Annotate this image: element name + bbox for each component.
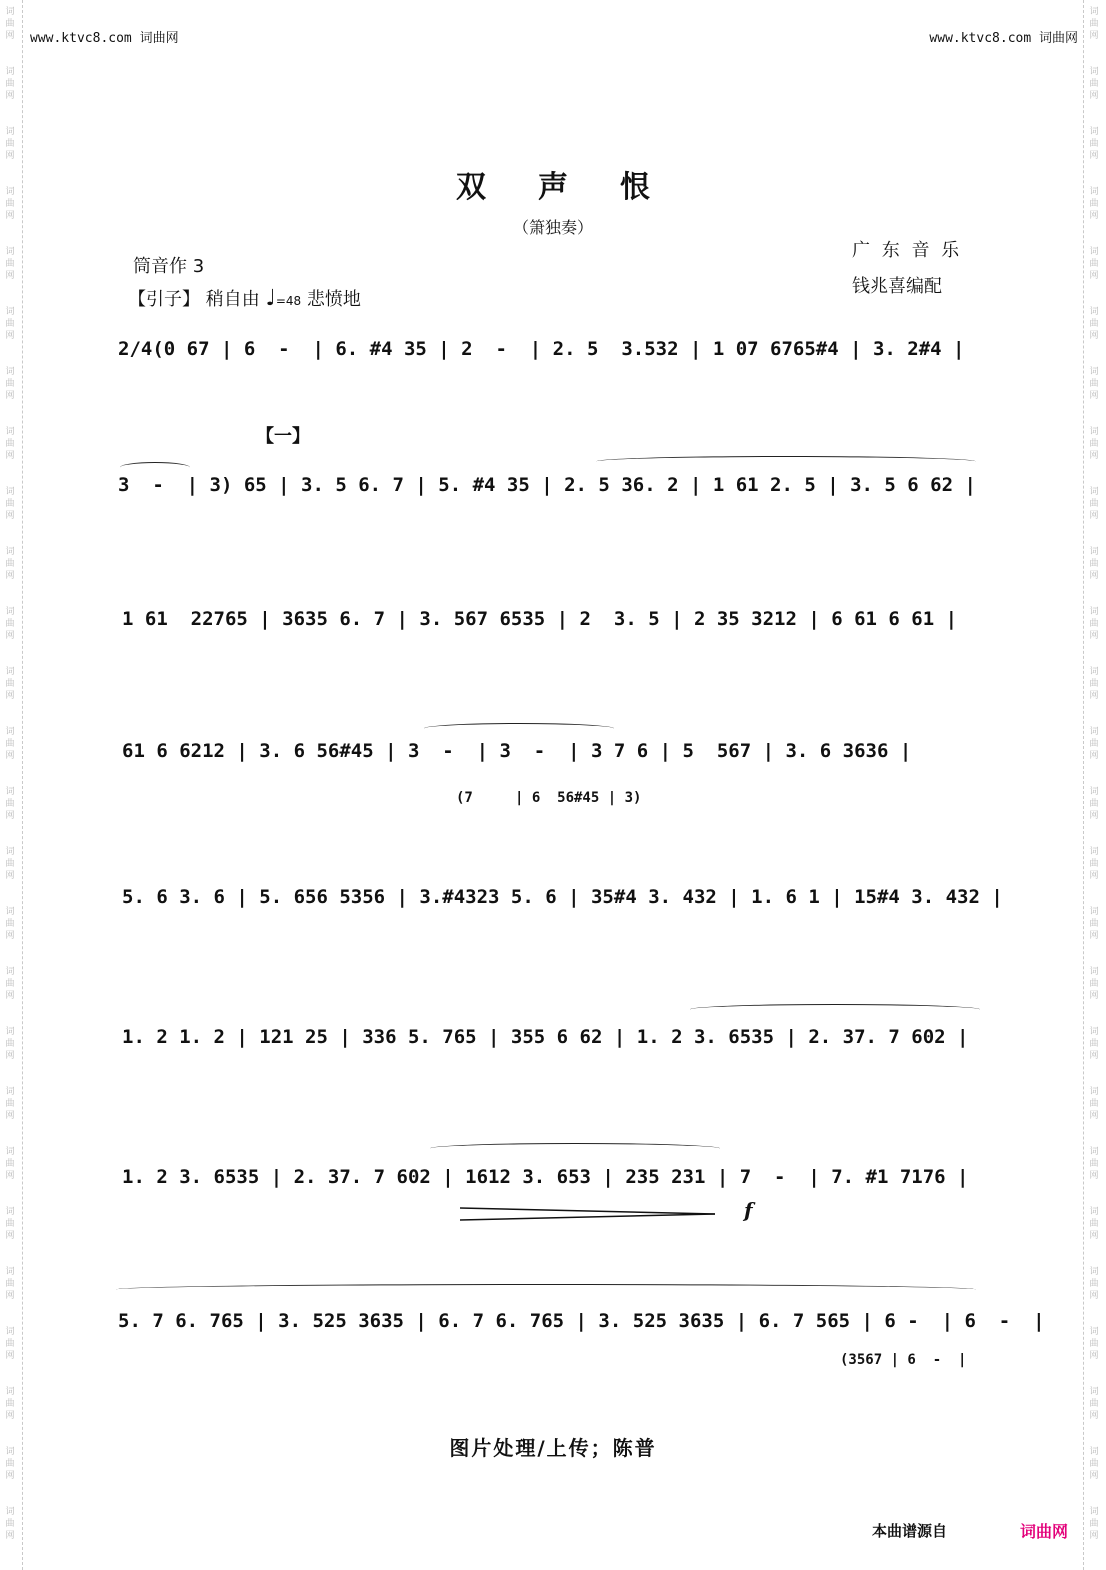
watermark-mark: 词 曲 网: [5, 127, 15, 161]
score-title: 双声恨: [456, 170, 702, 205]
watermark-mark: 词 曲 网: [5, 607, 15, 641]
watermark-mark: 词 曲 网: [5, 247, 15, 281]
tempo-value: =48: [275, 294, 302, 308]
slur: [690, 1004, 980, 1015]
watermark-mark: 词 曲 网: [1089, 847, 1099, 881]
score-subline: (7 | 6 56#45 | 3): [456, 790, 642, 806]
watermark-mark: 词 曲 网: [1089, 547, 1099, 581]
watermark-mark: 词 曲 网: [5, 727, 15, 761]
source-brand-link[interactable]: 词曲网: [1020, 1522, 1069, 1541]
score-subtitle: （箫独奏）: [512, 218, 593, 237]
tempo-word: 稍自由: [205, 289, 260, 310]
watermark-mark: 词 曲 网: [5, 1387, 15, 1421]
watermark-mark: 词 曲 网: [5, 7, 15, 41]
watermark-mark: 词 曲 网: [5, 667, 15, 701]
watermark-mark: 词 曲 网: [1089, 1447, 1099, 1481]
watermark-mark: 词 曲 网: [1089, 1027, 1099, 1061]
music-origin: 广 东 音 乐: [852, 240, 963, 261]
watermark-mark: 词 曲 网: [1089, 487, 1099, 521]
score-line: 3 - | 3) 65 | 3. 5 6. 7 | 5. #4 35 | 2. 5 36. 2 | 1 61 2. 5 | 3. 5 6 62 |: [118, 474, 976, 496]
watermark-mark: 词 曲 网: [1089, 607, 1099, 641]
watermark-mark: 词 曲 网: [5, 1267, 15, 1301]
dynamic-mark: f: [744, 1198, 753, 1222]
watermark-mark: 词 曲 网: [1089, 1507, 1099, 1541]
watermark-mark: 词 曲 网: [5, 1207, 15, 1241]
watermark-mark: 词 曲 网: [1089, 1387, 1099, 1421]
watermark-mark: 词 曲 网: [1089, 307, 1099, 341]
watermark-mark: 词 曲 网: [1089, 787, 1099, 821]
source-label: 本曲谱源自: [872, 1522, 948, 1540]
slur: [120, 462, 190, 473]
expression-mark: 悲愤地: [306, 289, 361, 310]
watermark-mark: 词 曲 网: [1089, 187, 1099, 221]
watermark-mark: 词 曲 网: [1089, 1087, 1099, 1121]
watermark-mark: 词 曲 网: [5, 1507, 15, 1541]
watermark-mark: 词 曲 网: [1089, 67, 1099, 101]
watermark-mark: 词 曲 网: [5, 367, 15, 401]
watermark-mark: 词 曲 网: [5, 487, 15, 521]
watermark-mark: 词 曲 网: [5, 427, 15, 461]
quarter-note-icon: ♩: [265, 286, 276, 311]
slur: [116, 1284, 976, 1295]
score-line: 2/4(0 67 | 6 - | 6. #4 35 | 2 - | 2. 5 3.532 | 1 07 6765#4 | 3. 2#4 |: [118, 338, 965, 360]
slur: [430, 1143, 720, 1154]
watermark-mark: 词 曲 网: [5, 847, 15, 881]
watermark-mark: 词 曲 网: [5, 907, 15, 941]
slur: [424, 723, 614, 734]
score-line: 1. 2 1. 2 | 121 25 | 336 5. 765 | 355 6 62 | 1. 2 3. 6535 | 2. 37. 7 602 |: [122, 1026, 969, 1048]
watermark-mark: 词 曲 网: [1089, 1267, 1099, 1301]
watermark-mark: 词 曲 网: [1089, 1147, 1099, 1181]
watermark-mark: 词 曲 网: [1089, 427, 1099, 461]
section-one-label: 【一】: [256, 426, 310, 447]
intro-label: 【引子】: [128, 289, 200, 310]
watermark-mark: 词 曲 网: [5, 1327, 15, 1361]
score-line: 61 6 6212 | 3. 6 56#45 | 3 - | 3 - | 3 7 6 | 5 567 | 3. 6 3636 |: [122, 740, 912, 762]
watermark-mark: 词 曲 网: [1089, 367, 1099, 401]
watermark-mark: 词 曲 网: [1089, 1327, 1099, 1361]
watermark-mark: 词 曲 网: [5, 967, 15, 1001]
watermark-mark: 词 曲 网: [1089, 7, 1099, 41]
watermark-mark: 词 曲 网: [5, 787, 15, 821]
watermark-mark: 词 曲 网: [1089, 967, 1099, 1001]
watermark-mark: 词 曲 网: [5, 1447, 15, 1481]
score-subline: (3567 | 6 - |: [840, 1352, 967, 1368]
watermark-mark: 词 曲 网: [1089, 727, 1099, 761]
diminuendo-wedge: [460, 1206, 720, 1222]
watermark-mark: 词 曲 网: [1089, 247, 1099, 281]
watermark-mark: 词 曲 网: [1089, 907, 1099, 941]
slur: [596, 456, 976, 467]
watermark-mark: 词 曲 网: [5, 187, 15, 221]
watermark-mark: 词 曲 网: [5, 1147, 15, 1181]
key-signature: 筒音作 3: [133, 256, 205, 277]
watermark-mark: 词 曲 网: [1089, 127, 1099, 161]
score-line: 1 61 22765 | 3635 6. 7 | 3. 567 6535 | 2 3. 5 | 2 35 3212 | 6 61 6 61 |: [122, 608, 958, 630]
score-line: 5. 6 3. 6 | 5. 656 5356 | 3.#4323 5. 6 | 35#4 3. 432 | 1. 6 1 | 15#4 3. 432 |: [122, 886, 1003, 908]
score-line: 1. 2 3. 6535 | 2. 37. 7 602 | 1612 3. 653 | 235 231 | 7 - | 7. #1 7176 |: [122, 1166, 969, 1188]
watermark-mark: 词 曲 网: [5, 1027, 15, 1061]
tempo-marking: [128, 285, 361, 311]
upload-credit: 图片处理/上传；陈普: [449, 1436, 657, 1460]
site-link-left[interactable]: www.ktvc8.com 词曲网: [30, 31, 179, 46]
score-line: 5. 7 6. 765 | 3. 525 3635 | 6. 7 6. 765 | 3. 525 3635 | 6. 7 565 | 6 - | 6 - |: [118, 1310, 1045, 1332]
site-link-right[interactable]: www.ktvc8.com 词曲网: [929, 31, 1078, 46]
watermark-mark: 词 曲 网: [5, 307, 15, 341]
arranger: 钱兆喜编配: [852, 276, 942, 297]
watermark-mark: 词 曲 网: [5, 67, 15, 101]
watermark-mark: 词 曲 网: [1089, 1207, 1099, 1241]
watermark-mark: 词 曲 网: [5, 547, 15, 581]
watermark-mark: 词 曲 网: [5, 1087, 15, 1121]
watermark-mark: 词 曲 网: [1089, 667, 1099, 701]
